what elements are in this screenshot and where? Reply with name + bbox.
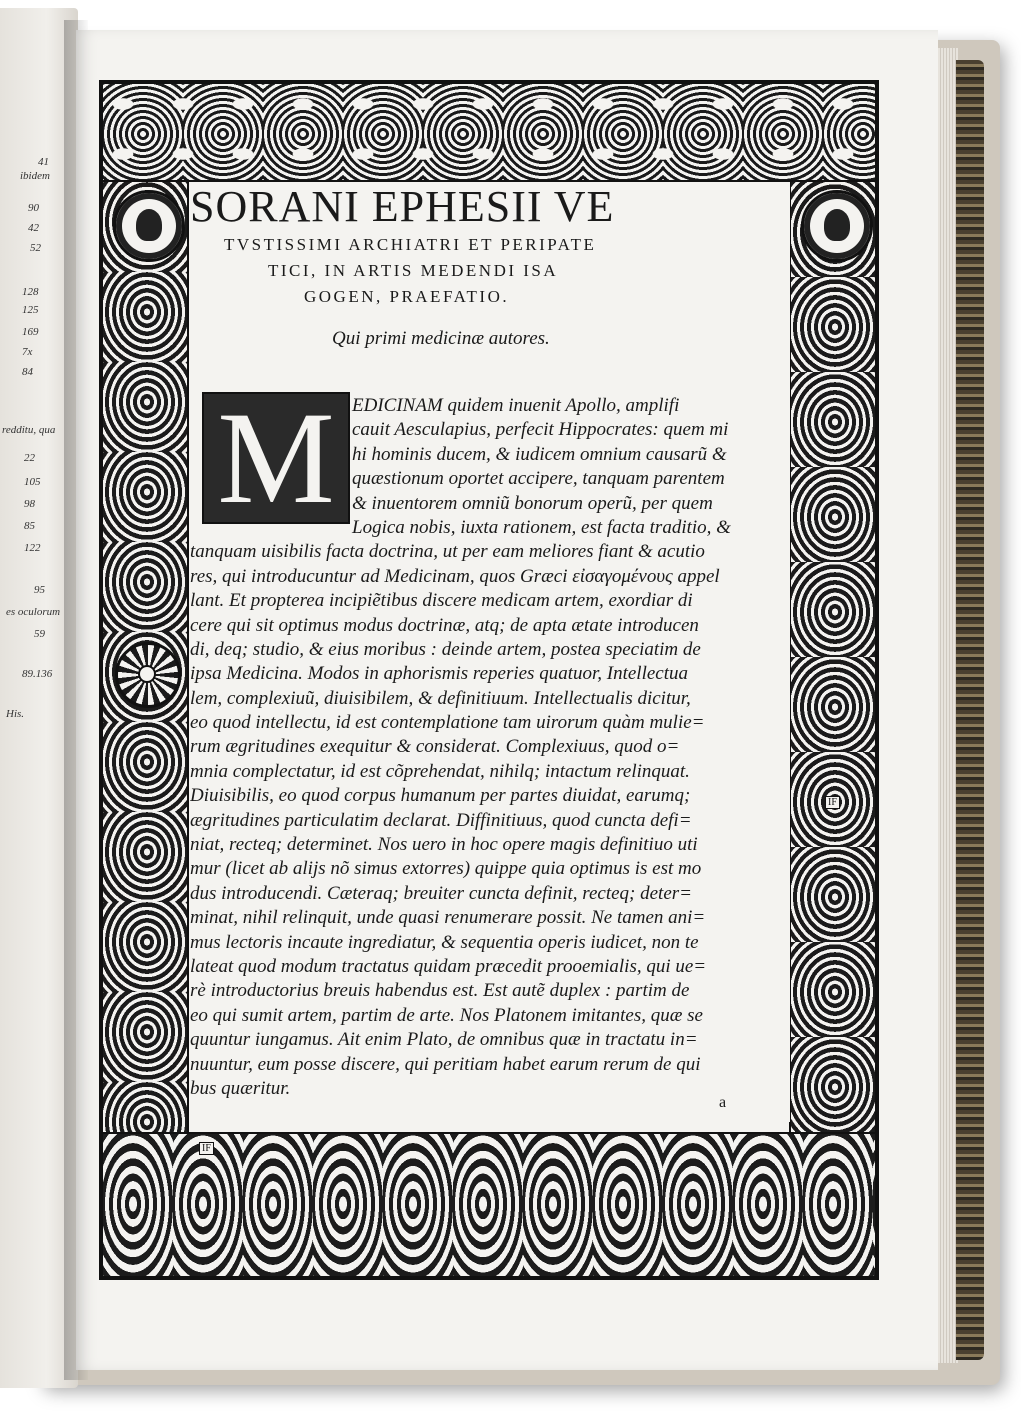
body-line: lant. Et propterea incipiẽtibus discere medicam artem, exordiar di [190, 590, 693, 612]
portrait-medallion-left [113, 190, 185, 262]
initial-letter: M [217, 384, 335, 531]
left-page-fragment: 169 [22, 326, 39, 338]
title-line-1: SORANI EPHESII VE [190, 182, 615, 231]
monogram-bottom: IF [199, 1142, 214, 1155]
body-line: Diuisibilis, eo quod corpus humanum per partes diuidat, earumq; [190, 785, 691, 807]
body-line: dus introducendi. Cæteraq; breuiter cuncta definit, recteq; deter= [190, 882, 692, 904]
left-page-fragment: 95 [34, 584, 45, 596]
body-line: cere qui sit optimus modus doctrinæ, atq; de apta ætate introducen [190, 614, 699, 636]
body-line: eo quod intellectu, id est contemplatione tam uirorum quàm mulie= [190, 712, 705, 734]
left-page-fragment: 105 [24, 476, 41, 488]
left-page-fragment: ibidem [20, 170, 50, 182]
signature-mark: a [719, 1094, 727, 1111]
body-line: tanquam uisibilis facta doctrina, ut per eam meliores fiant & acutio [190, 541, 705, 563]
body-line: lem, complexiuũ, diuisibilem, & definitiuum. Intellectualis dicitur, [190, 687, 691, 709]
body-line: hi hominis ducem, & iudicem omnium causarũ & [352, 443, 727, 465]
left-page-fragment: 85 [24, 520, 35, 532]
body-line: res, qui introducuntur ad Medicinam, quos Græci εἰσαγομένους appel [190, 565, 720, 587]
left-page-fragment: 52 [30, 242, 41, 254]
left-page-fragment: 41 [38, 156, 49, 168]
left-page-fragment: redditu, qua [2, 424, 56, 436]
body-line: lateat quod modum tractatus quidam præcedit prooemialis, qui ue= [190, 955, 707, 977]
body-line: niat, recteq; determinet. Nos uero in hoc opere magis definitiuo uti [190, 834, 698, 856]
left-page-fragment: His. [6, 708, 25, 720]
left-page-fragment: 128 [22, 286, 39, 298]
body-line: eo qui sumit artem, partim de arte. Nos Platonem imitantes, quæ se [190, 1004, 703, 1026]
rosette-ornament [115, 642, 181, 708]
left-page-fragment: 22 [24, 452, 35, 464]
left-page-fragment: 89.136 [22, 668, 53, 680]
left-page-fragment: 84 [22, 366, 33, 378]
body-line: & inuentorem omniũ bonorum operũ, per quem [352, 492, 713, 514]
putti-bottom-band [101, 1132, 877, 1278]
left-page-fragment: 98 [24, 498, 35, 510]
cover-edge [956, 60, 984, 1360]
ornament-left-band [101, 180, 189, 1180]
left-page-fragment: es oculorum [6, 606, 61, 618]
body-line: ægritudines particulatim declarat. Diffinitiuus, quod cuncta defi= [190, 809, 692, 831]
body-line: cauit Aesculapius, perfecit Hippocrates: quem mi [352, 419, 729, 441]
title-line-3: TICI, IN ARTIS MEDENDI ISA [268, 261, 559, 280]
body-line: nuuntur, eum posse discere, qui peritiam habet earum rerum de qui [190, 1053, 701, 1075]
monogram-right: IF [825, 796, 840, 809]
left-page-fragment: 7x [22, 346, 33, 358]
body-line: minat, nihil relinquit, unde quasi renumerare possit. Ne tamen ani= [190, 907, 706, 929]
title-line-4: GOGEN, PRAEFATIO. [304, 287, 510, 306]
left-page-fragment: 90 [28, 202, 39, 214]
body-line: rè introductorius breuis habendus est. Est autẽ duplex : partim de [190, 980, 690, 1002]
body-line: quæstionum oportet accipere, tanquam parentem [352, 468, 725, 490]
title-line-2: TVSTISSIMI ARCHIATRI ET PERIPATE [224, 235, 597, 254]
left-page-fragment: 59 [34, 628, 45, 640]
body-line: rum ægritudines exequitur & considerat. Complexiuus, quod o= [190, 736, 680, 758]
body-line: di, deq; studio, & eius moribus : deinde artem, postea speciatim de [190, 638, 701, 660]
ornament-right-band [789, 180, 877, 1180]
left-page-fragment: 42 [28, 222, 39, 234]
body-line: mur (licet ab alijs nõ simus extorres) quippe quia optimus is est mo [190, 858, 702, 880]
portrait-medallion-right [801, 190, 873, 262]
body-line: quuntur iungamus. Ait enim Plato, de omnibus quæ in tractatu in= [190, 1029, 698, 1051]
left-page-fragment: 122 [24, 542, 41, 554]
page-edges [938, 48, 958, 1363]
body-line: Logica nobis, iuxta rationem, est facta traditio, & [352, 516, 731, 538]
body-line: mus lectoris incaute ingrediatur, & sequentia operis iudicet, non te [190, 931, 699, 953]
body-line: EDICINAM quidem inuenit Apollo, amplifi [352, 395, 680, 416]
body-text [190, 384, 790, 1101]
body-line: ipsa Medicina. Modos in aphorismis reperies quatuor, Intellectua [190, 663, 688, 685]
left-page-fragment: 125 [22, 304, 39, 316]
body-line: bus quæritur. [190, 1077, 291, 1099]
body-line: mnia complectatur, id est cõprehendat, nihilq; intactum relinquat. [190, 760, 690, 782]
section-subheading: Qui primi medicinæ autores. [332, 328, 550, 349]
text-block [190, 182, 790, 1122]
foliage-top-band [101, 82, 877, 182]
